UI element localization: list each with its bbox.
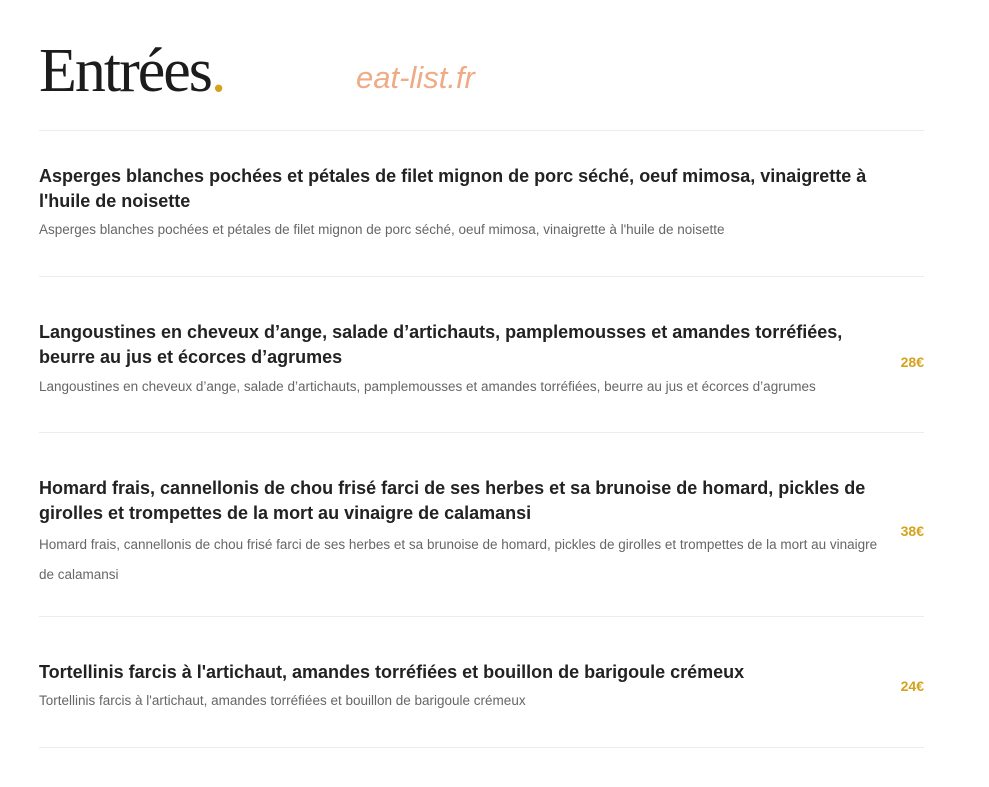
menu-item-body <box>39 660 894 711</box>
menu-item-description: Asperges blanches pochées et pétales de filet mignon de porc séché, oeuf mimosa, vinaigrette à l'huile de noisette <box>39 222 725 237</box>
section-title <box>39 36 224 106</box>
menu-item-name: Tortellinis farcis à l'artichaut, amandes torréfiées et bouillon de barigoule crémeux <box>39 662 745 682</box>
menu-item-body <box>39 320 894 397</box>
menu-item-name: Langoustines en cheveux d’ange, salade d’artichauts, pamplemousses et amandes torréfiées, beurre au jus et écorces d’agrumes <box>39 322 843 367</box>
watermark-text: eat-list.fr <box>356 60 475 95</box>
menu-item-body <box>39 476 894 590</box>
menu-item-price: 24€ <box>900 678 924 694</box>
menu-item-price: 38€ <box>900 523 924 539</box>
menu-page <box>39 0 924 748</box>
menu-item <box>39 617 924 748</box>
menu-item-description: Tortellinis farcis à l'artichaut, amandes torréfiées et bouillon de barigoule crémeux <box>39 693 526 708</box>
menu-item-name: Asperges blanches pochées et pétales de filet mignon de porc séché, oeuf mimosa, vinaigrette à l'huile de noisette <box>39 166 867 211</box>
section-title-dot: . <box>210 37 225 105</box>
menu-item-body <box>39 164 894 240</box>
menu-item <box>39 433 924 617</box>
menu-section-header <box>39 0 924 131</box>
menu-item <box>39 131 924 277</box>
section-title-text: Entrées <box>39 37 211 105</box>
menu-item-name: Homard frais, cannellonis de chou frisé farci de ses herbes et sa brunoise de homard, pickles de girolles et trompettes de la mort au vinaigre de calamansi <box>39 478 866 523</box>
menu-item-description: Langoustines en cheveux d’ange, salade d’artichauts, pamplemousses et amandes torréfiées, beurre au jus et écorces d’agrumes <box>39 379 816 394</box>
menu-item-description: Homard frais, cannellonis de chou frisé farci de ses herbes et sa brunoise de homard, pickles de girolles et trompettes de la mort au vinaigre de calamansi <box>39 537 878 582</box>
menu-item-price: 28€ <box>900 354 924 370</box>
menu-item <box>39 277 924 433</box>
